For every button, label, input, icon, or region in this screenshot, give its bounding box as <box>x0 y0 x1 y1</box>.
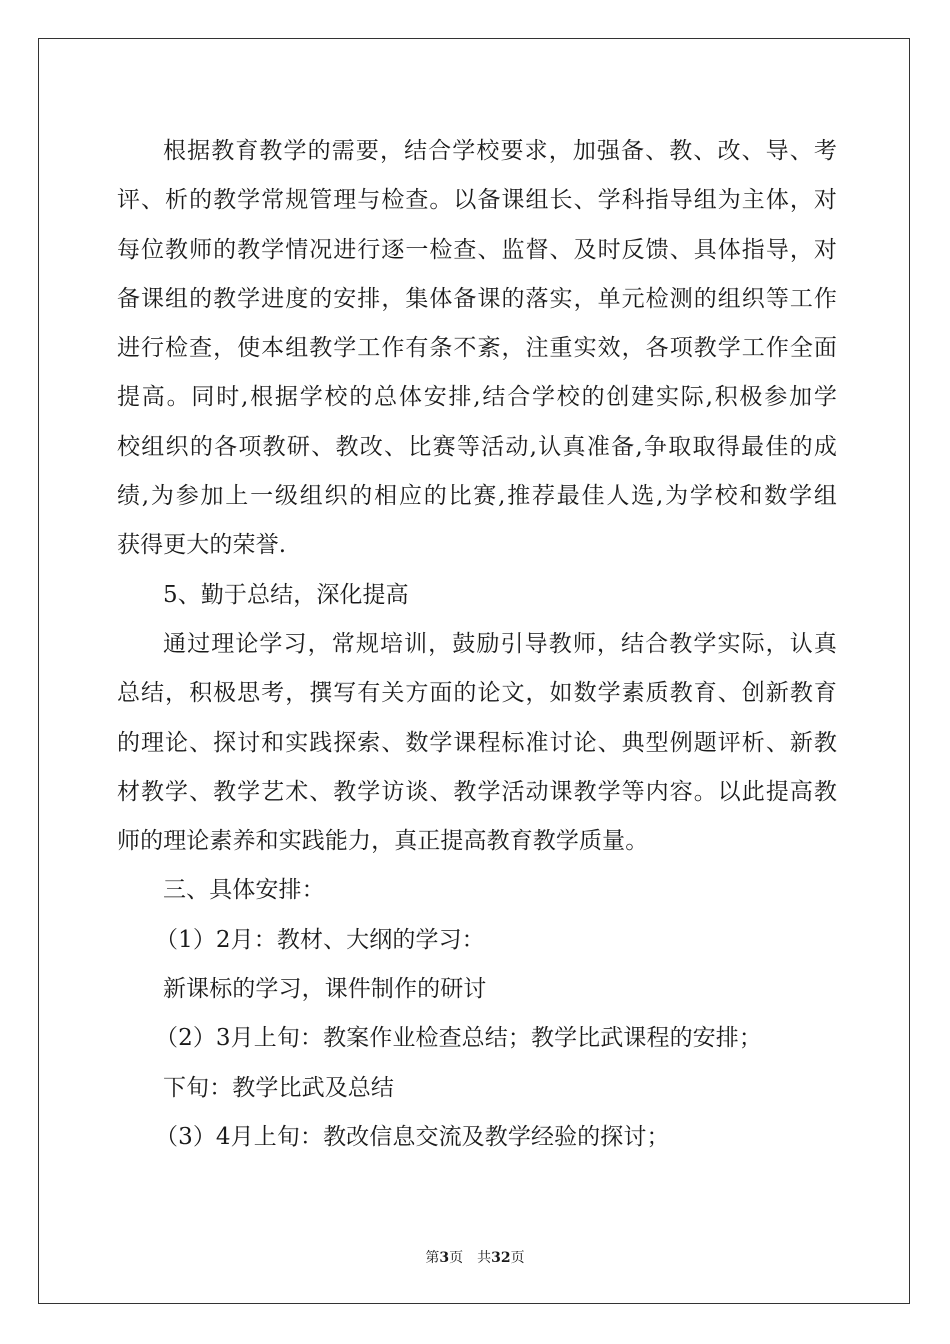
paragraph-line: 每位教师的教学情况进行逐一检查、监督、及时反馈、具体指导，对 <box>117 236 837 263</box>
paragraph-line: 师的理论素养和实践能力，真正提高教育教学质量。 <box>117 828 649 855</box>
schedule-item: （1）2月：教材、大纲的学习： <box>155 926 485 953</box>
paragraph-line: 根据教育教学的需要，结合学校要求，加强备、教、改、导、考 <box>163 138 837 164</box>
document-body <box>117 127 837 1162</box>
schedule-item: 新课标的学习，课件制作的研讨 <box>163 976 487 1003</box>
paragraph-line: 通过理论学习，常规培训，鼓励引导教师，结合教学实际，认真 <box>163 630 837 657</box>
section-heading-5: 5、勤于总结，深化提高 <box>163 581 409 608</box>
paragraph-line: 提高。同时,根据学校的总体安排,结合学校的创建实际,积极参加学 <box>117 384 837 411</box>
paragraph-line: 评、析的教学常规管理与检查。以备课组长、学科指导组为主体，对 <box>117 187 837 214</box>
page-footer <box>0 1247 950 1267</box>
schedule-item: （2）3月上旬：教案作业检查总结；教学比武课程的安排； <box>155 1025 762 1052</box>
footer-mid: 页 共 <box>449 1250 492 1266</box>
current-page-number: 3 <box>439 1250 450 1266</box>
paragraph-line: 进行检查，使本组教学工作有条不紊，注重实效，各项教学工作全面 <box>117 335 837 362</box>
paragraph-line: 的理论、探讨和实践探索、数学课程标准讨论、典型例题评析、新教 <box>117 729 837 756</box>
total-page-count: 32 <box>491 1250 511 1266</box>
paragraph-line: 总结，积极思考，撰写有关方面的论文，如数学素质教育、创新教育 <box>117 680 837 707</box>
paragraph-line: 材教学、教学艺术、教学访谈、教学活动课教学等内容。以此提高教 <box>117 778 837 805</box>
paragraph-line: 备课组的教学进度的安排，集体备课的落实，单元检测的组织等工作 <box>117 285 837 312</box>
footer-prefix: 第 <box>425 1250 440 1266</box>
footer-suffix: 页 <box>510 1250 525 1266</box>
section-heading-3: 三、具体安排： <box>163 877 325 904</box>
paragraph-line: 获得更大的荣誉. <box>117 532 287 559</box>
schedule-item: （3）4月上旬：教改信息交流及教学经验的探讨； <box>155 1123 670 1150</box>
schedule-item: 下旬：教学比武及总结 <box>163 1074 394 1101</box>
paragraph-line: 校组织的各项教研、教改、比赛等活动,认真准备,争取取得最佳的成 <box>117 433 837 460</box>
paragraph-line: 绩,为参加上一级组织的相应的比赛,推荐最佳人选,为学校和数学组 <box>117 483 837 510</box>
